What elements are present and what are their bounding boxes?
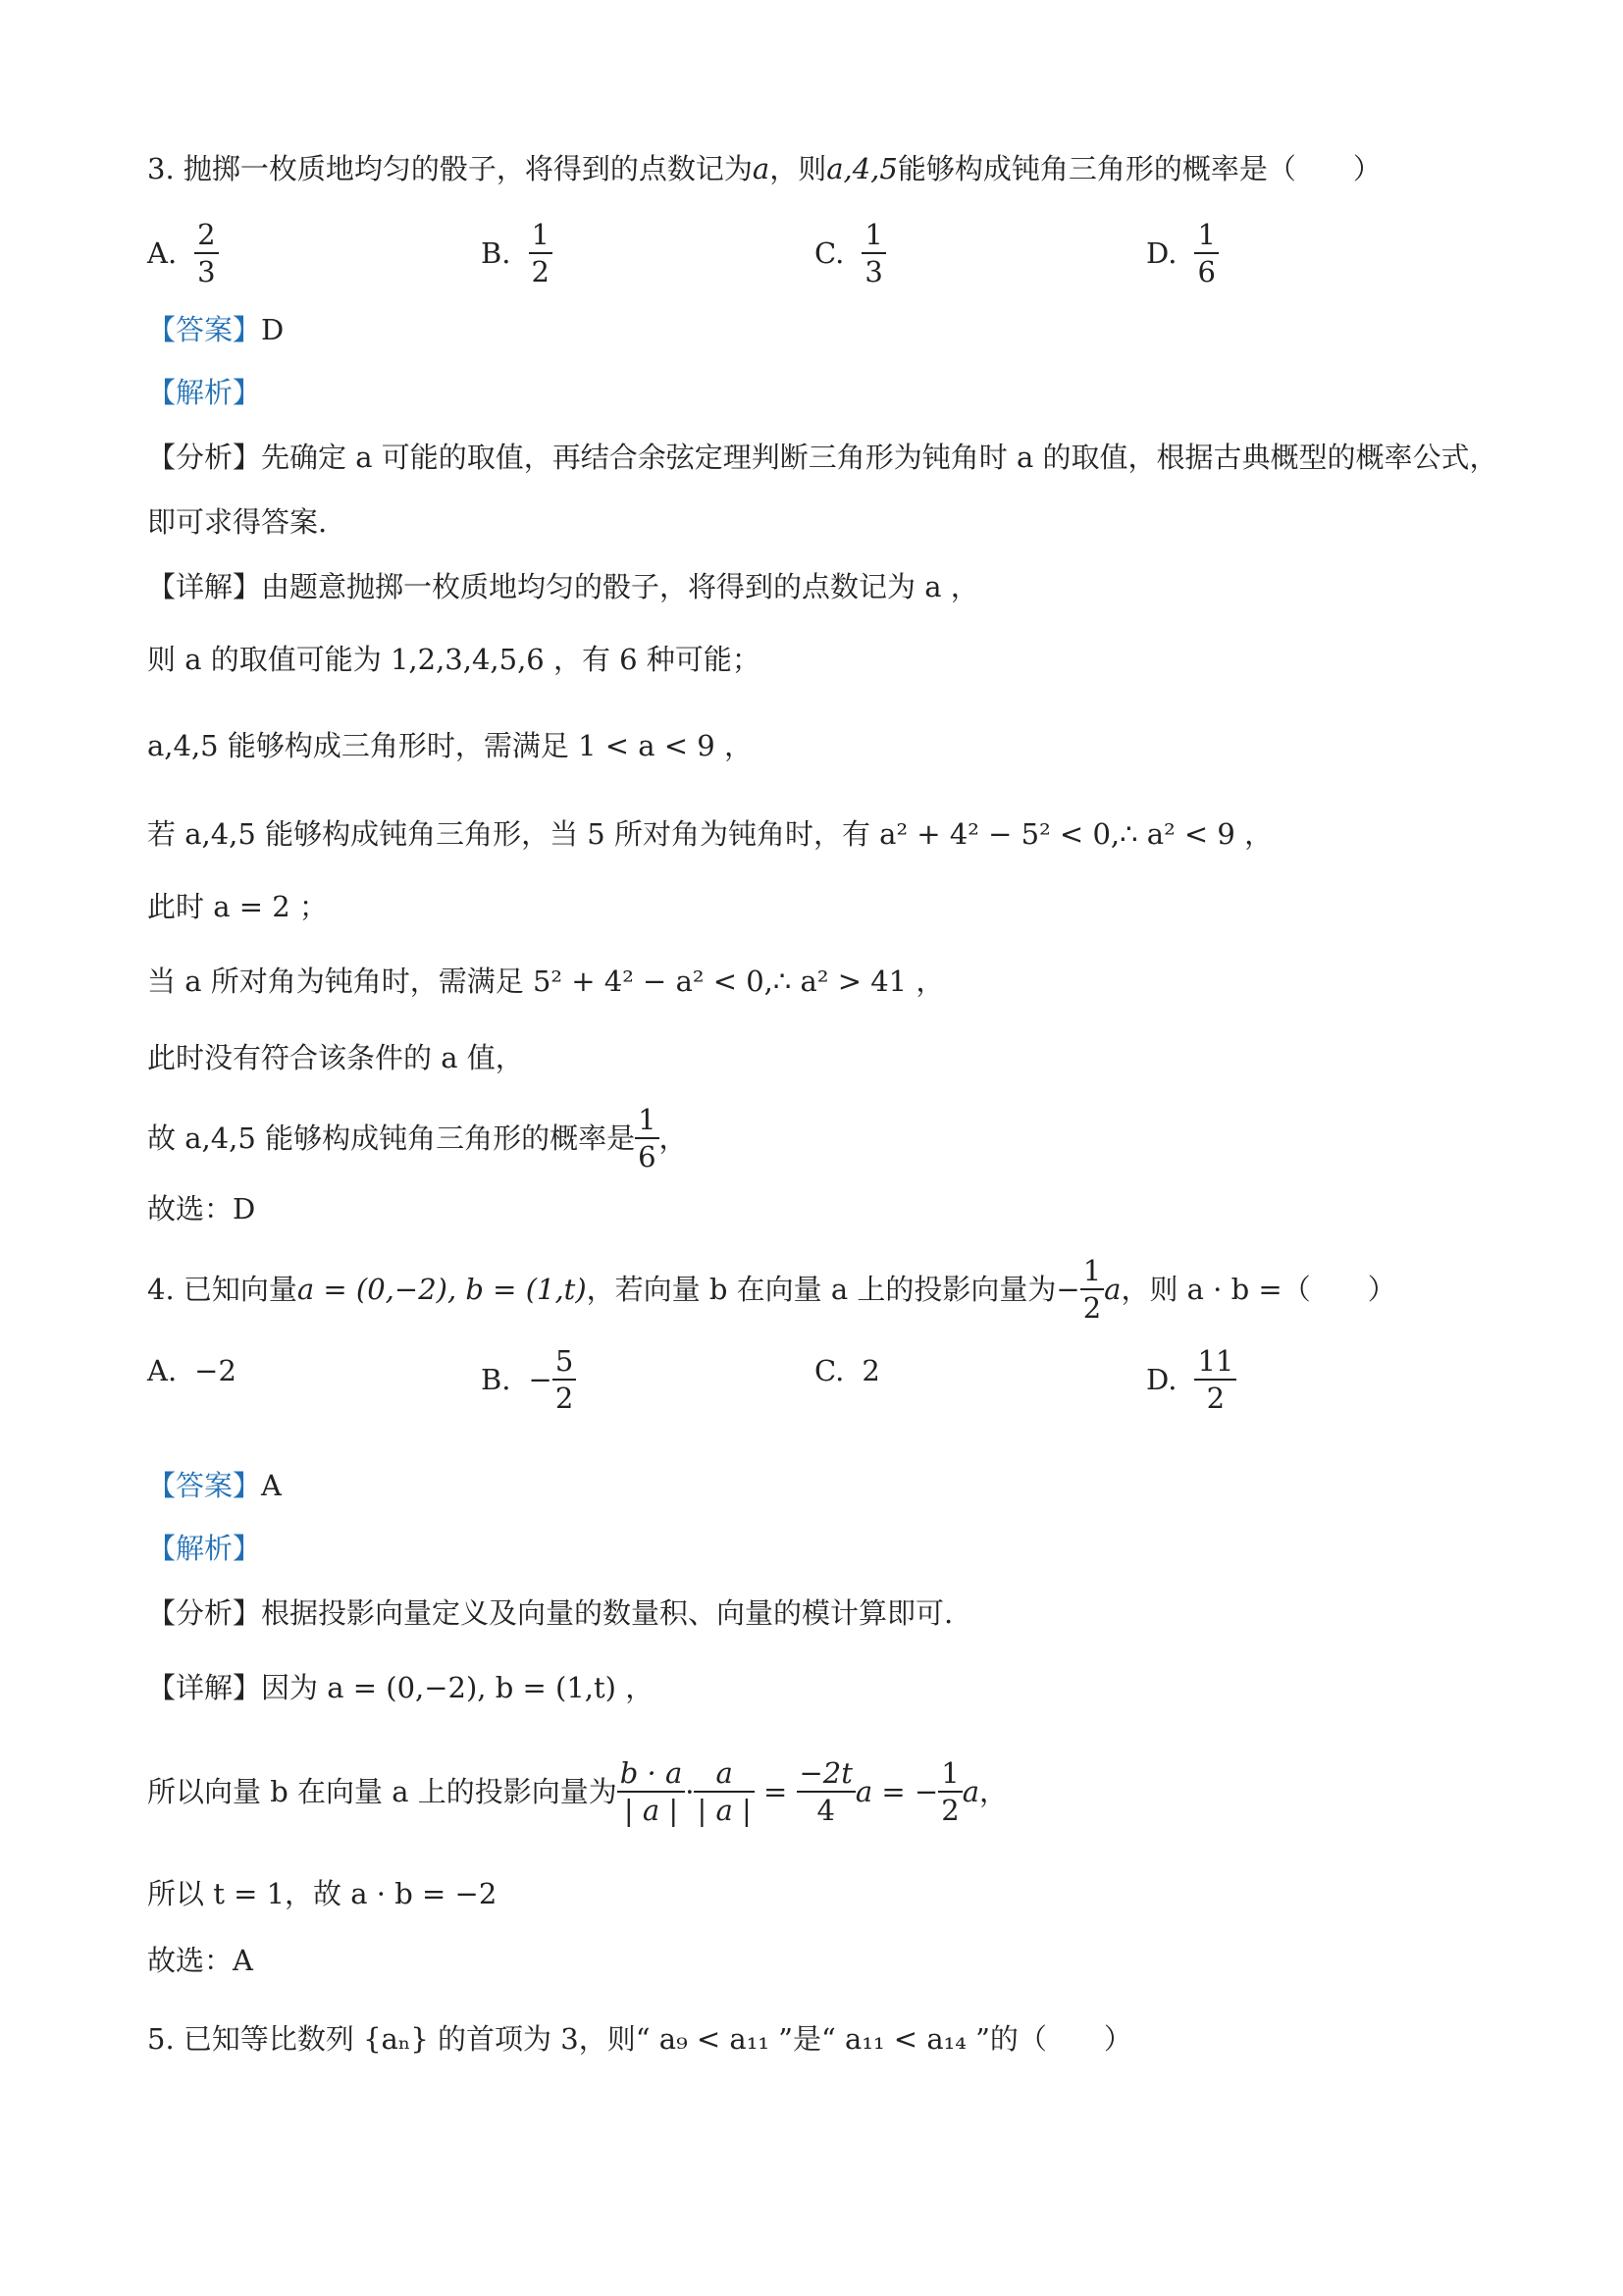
q3-line: 当 a 所对角为钝角时，需满足 5² + 4² − a² < 0,∴ a² > 41 ， [147, 965, 945, 998]
q3-line: a,4,5 能够构成三角形时，需满足 1 < a < 9 ， [147, 729, 753, 762]
q4-analysis-tag: 【解析】 [147, 1532, 262, 1565]
q3-final: 故 a,4,5 能够构成钝角三角形的概率是 $\frac{1}{6}$ ， [147, 1103, 688, 1174]
q4-option-c[interactable]: C. 2 [814, 1354, 880, 1387]
q4-option-d[interactable]: D. $\frac{11}{2}$ [1146, 1344, 1236, 1415]
fraction: $\frac{1}{6}$ [1194, 218, 1218, 288]
q4-xiangjie: 【详解】因为 a = (0,−2), b = (1,t) ， [147, 1671, 654, 1704]
q3-option-d[interactable]: D. $\frac{1}{6}$ [1146, 218, 1219, 288]
fraction: $\frac{11}{2}$ [1194, 1344, 1236, 1415]
q3-stem: 3. 抛掷一枚质地均匀的骰子，将得到的点数记为a，则a,4,5能够构成钝角三角形的概率是（ ） [147, 152, 1382, 185]
q5-stem: 5. 已知等比数列 {aₙ} 的首项为 3，则“ a₉ < a₁₁ ”是“ a₁₁ < a₁₄ ”的（ ） [147, 2022, 1132, 2056]
fraction: $\frac{5}{2}$ [552, 1344, 576, 1415]
q4-stem: 4. 已知向量 a = (0,−2), b = (1,t) ，若向量 b 在向量 a 上的投影向量为 − $\frac{1}{2}$ a ，则 a · b =（ ） [147, 1254, 1396, 1325]
q3-line: 若 a,4,5 能够构成钝角三角形，当 5 所对角为钝角时，有 a² + 4² − 5² < 0,∴ a² < 9 ， [147, 817, 1274, 851]
q4-conclusion: 所以 t = 1，故 a · b = −2 [147, 1877, 497, 1910]
fraction: $\frac{1}{2}$ [529, 218, 552, 288]
fraction: $\frac{b \cdot a}{| a |}$ [617, 1756, 686, 1827]
answer-tag: 【答案】 [147, 1469, 262, 1502]
fraction: $\frac{1}{3}$ [862, 218, 885, 288]
fraction: $\frac{1}{2}$ [938, 1756, 962, 1827]
fraction: $\frac{1}{6}$ [635, 1103, 658, 1174]
q3-fenxi-cont: 即可求得答案. [147, 505, 328, 539]
q4-projection: 所以向量 b 在向量 a 上的投影向量为 $\frac{b \cdot a}{| a |}$ · $\frac{a}{| a |}$ = $\frac{-2t}{4}$ a = − $\frac{1}{2}$ a ， [147, 1756, 1009, 1827]
q4-choose: 故选：A [147, 1944, 253, 1977]
fraction: $\frac{a}{| a |}$ [694, 1756, 754, 1827]
q3-analysis-tag: 【解析】 [147, 376, 262, 409]
q4-option-a[interactable]: A. −2 [147, 1354, 236, 1387]
q3-line: 此时 a = 2 ； [147, 890, 328, 923]
q3-xiangjie: 【详解】由题意抛掷一枚质地均匀的骰子，将得到的点数记为 a ， [147, 570, 979, 603]
q3-line: 则 a 的取值可能为 1,2,3,4,5,6 ，有 6 种可能； [147, 643, 760, 676]
q4-fenxi: 【分析】根据投影向量定义及向量的数量积、向量的模计算即可. [147, 1596, 954, 1630]
q3-line: 此时没有符合该条件的 a 值， [147, 1041, 524, 1074]
q4-option-b[interactable]: B. − $\frac{5}{2}$ [481, 1344, 576, 1415]
q3-option-b[interactable]: B. $\frac{1}{2}$ [481, 218, 552, 288]
answer-tag: 【答案】 [147, 313, 262, 346]
q3-fenxi: 【分析】先确定 a 可能的取值，再结合余弦定理判断三角形为钝角时 a 的取值，根据古典概型的概率公式， [147, 441, 1498, 474]
q3-answer: 【答案】D [147, 313, 285, 346]
fraction: $\frac{1}{2}$ [1080, 1254, 1104, 1325]
q3-option-c[interactable]: C. $\frac{1}{3}$ [814, 218, 886, 288]
fraction: $\frac{-2t}{4}$ [797, 1756, 856, 1827]
q4-answer: 【答案】A [147, 1469, 282, 1502]
q3-option-a[interactable]: A. $\frac{2}{3}$ [147, 218, 219, 288]
q3-choose: 故选：D [147, 1192, 256, 1226]
fraction: $\frac{2}{3}$ [194, 218, 218, 288]
